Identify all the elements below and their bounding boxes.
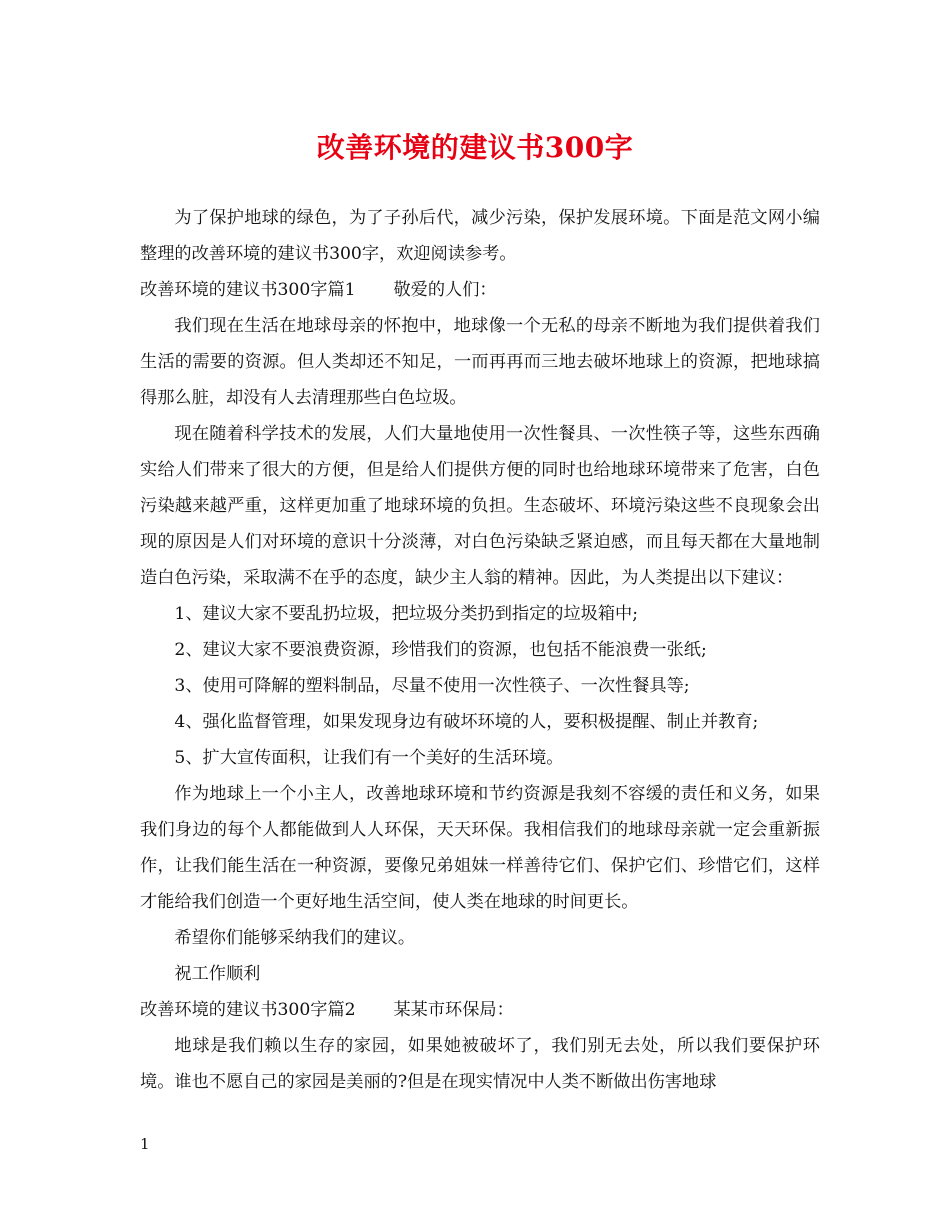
salutation: 某某市环保局： — [393, 1000, 514, 1020]
closing-line: 祝工作顺利 — [174, 964, 261, 984]
list-item: 2、建议大家不要浪费资源，珍惜我们的资源，也包括不能浪费一张纸; — [174, 640, 707, 660]
body-paragraph: 现在随着科学技术的发展，人们大量地使用一次性餐具、一次性筷子等，这些东西确实给人们带来了很大的方便，但是给人们提供方便的同时也给地球环境带来了危害，白色污染越来越严重，这样更加重了地球环境的负担。生态破坏、环境污染这些不良现象会出现的原因是人们对环境的意识十分淡薄，对白色污染缺乏紧迫感，而且每天都在大量地制造白色污染，采取满不在乎的态度，缺少主人翁的精神。因此，为人类提出以下建议： — [140, 424, 820, 588]
list-item: 5、扩大宣传面积，让我们有一个美好的生活环境。 — [174, 748, 564, 768]
body-paragraph: 作为地球上一个小主人，改善地球环境和节约资源是我刻不容缓的责任和义务，如果我们身边的每个人都能做到人人环保，天天环保。我相信我们的地球母亲就一定会重新振作，让我们能生活在一种资源，要像兄弟姐妹一样善待它们、保护它们、珍惜它们，这样才能给我们创造一个更好地生活空间，使人类在地球的时间更长。 — [140, 784, 820, 912]
body-paragraph: 希望你们能够采纳我们的建议。 — [174, 928, 416, 948]
section-heading-1 — [140, 272, 820, 308]
list-item: 3、使用可降解的塑料制品，尽量不使用一次性筷子、一次性餐具等; — [174, 676, 690, 696]
intro-paragraph: 为了保护地球的绿色，为了子孙后代，减少污染，保护发展环境。下面是范文网小编整理的改善环境的建议书300字，欢迎阅读参考。 — [140, 208, 820, 264]
salutation: 敬爱的人们： — [393, 280, 497, 300]
document-body — [140, 200, 820, 1100]
body-paragraph: 地球是我们赖以生存的家园，如果她被破坏了，我们别无去处，所以我们要保护环境。谁也不愿自己的家园是美丽的?但是在现实情况中人类不断做出伤害地球 — [140, 1036, 820, 1092]
section-heading-label: 改善环境的建议书300字篇1 — [140, 280, 356, 300]
body-paragraph: 我们现在生活在地球母亲的怀抱中，地球像一个无私的母亲不断地为我们提供着我们生活的需要的资源。但人类却还不知足，一而再再而三地去破坏地球上的资源，把地球搞得那么脏，却没有人去清理那些白色垃圾。 — [140, 316, 820, 408]
list-item: 1、建议大家不要乱扔垃圾，把垃圾分类扔到指定的垃圾箱中; — [174, 604, 638, 624]
section-heading-2 — [140, 992, 820, 1028]
document-title: 改善环境的建议书300字 — [316, 131, 634, 164]
page-number: 1 — [140, 1135, 150, 1153]
list-item: 4、强化监督管理，如果发现身边有破坏环境的人，要积极提醒、制止并教育; — [174, 712, 759, 732]
section-heading-label: 改善环境的建议书300字篇2 — [140, 1000, 356, 1020]
